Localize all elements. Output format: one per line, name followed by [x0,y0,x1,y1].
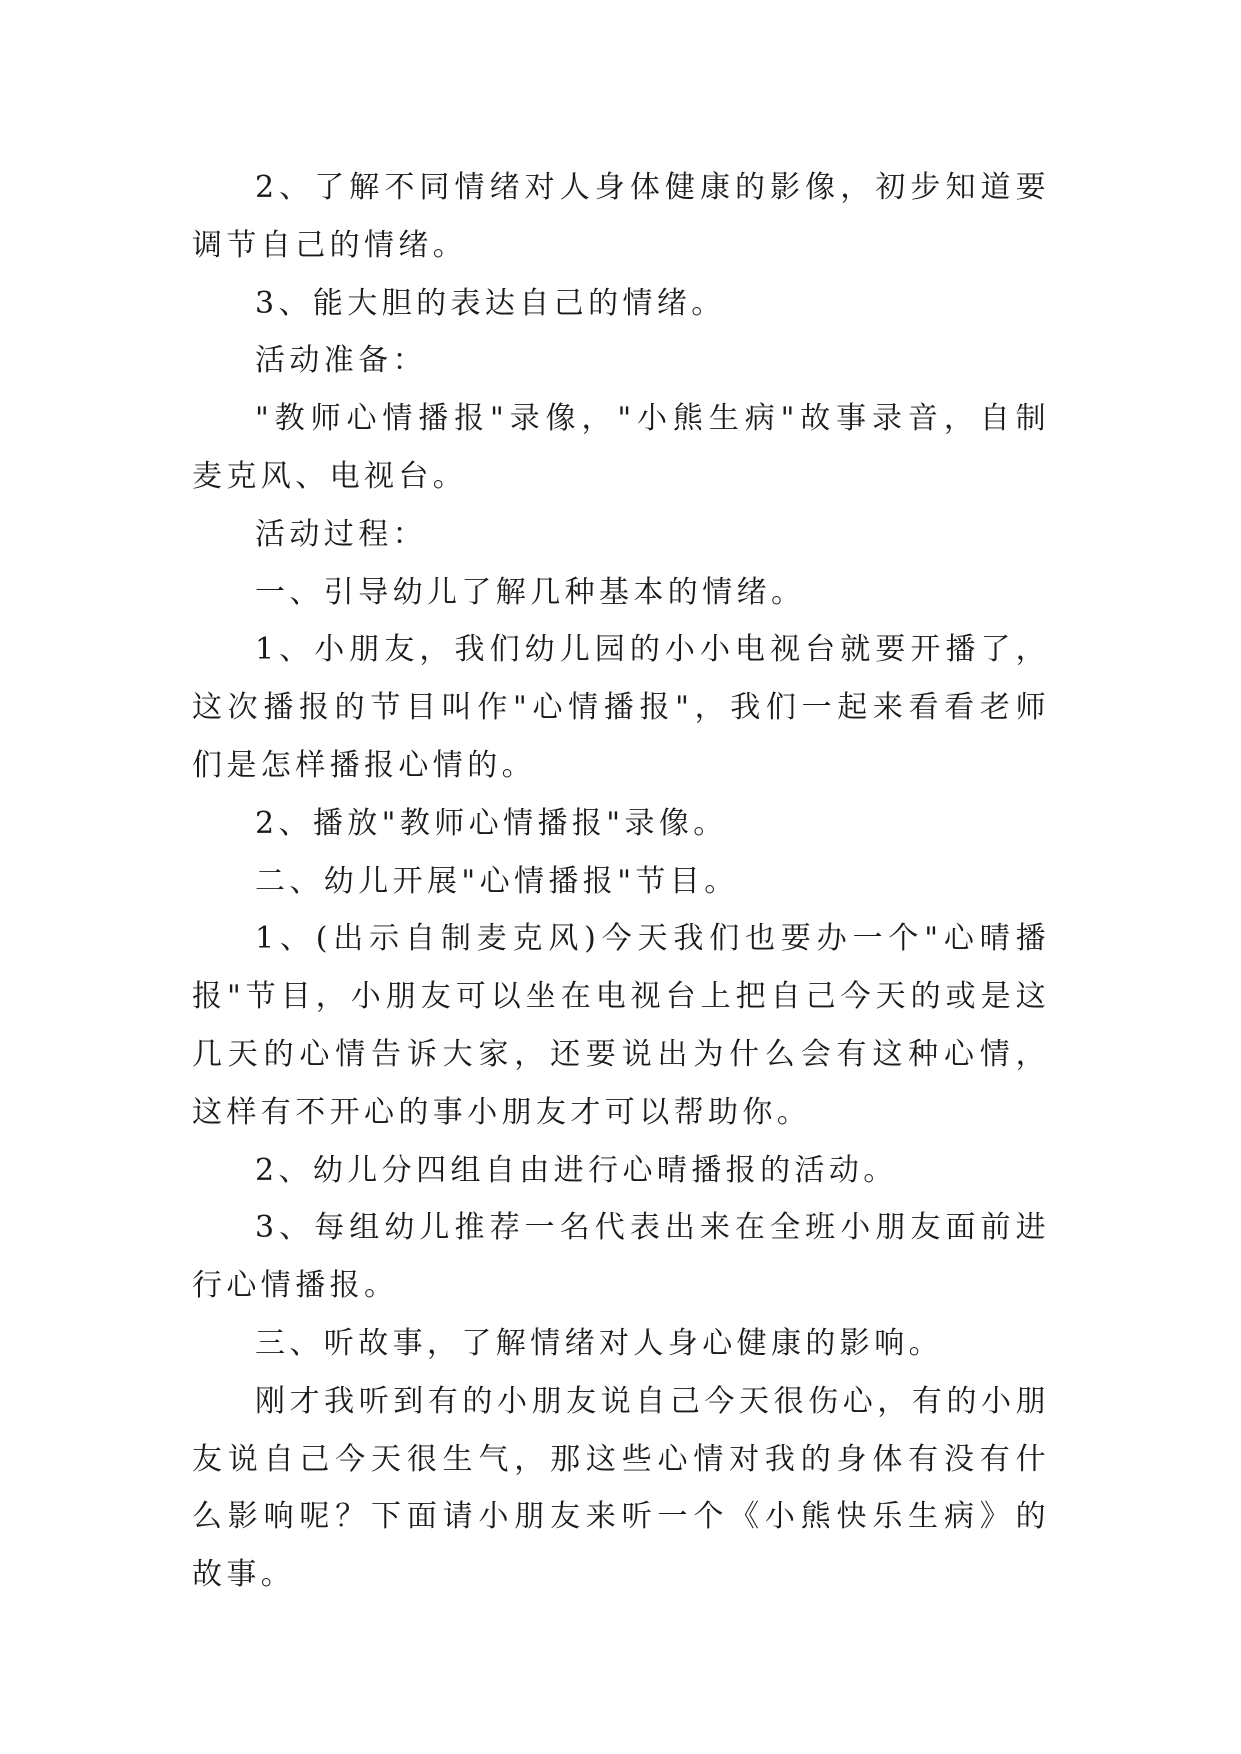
step-one-item-2: 2、播放"教师心情播报"录像。 [255,805,728,841]
step-one-heading: 一、引导幼儿了解几种基本的情绪。 [255,574,806,610]
paragraph-goal-3: 3、能大胆的表达自己的情绪。 [255,285,726,321]
document-body [192,159,1050,1604]
heading-process: 活动过程： [255,516,427,552]
step-one-item-1: 1、小朋友，我们幼儿园的小小电视台就要开播了，这次播报的节目叫作"心情播报"，我们一起来看看老师们是怎样播报心情的。 [192,632,1050,783]
step-two-item-2: 2、幼儿分四组自由进行心晴播报的活动。 [255,1152,898,1188]
step-two-item-1: 1、(出示自制麦克风)今天我们也要办一个"心晴播报"节目，小朋友可以坐在电视台上把自己今天的或是这几天的心情告诉大家，还要说出为什么会有这种心情，这样有不开心的事小朋友才可以帮助你。 [192,921,1050,1130]
step-two-heading: 二、幼儿开展"心情播报"节目。 [255,863,739,899]
paragraph-goal-2: 2、了解不同情绪对人身体健康的影像，初步知道要调节自己的情绪。 [192,170,1050,263]
step-two-item-3: 3、每组幼儿推荐一名代表出来在全班小朋友面前进行心情播报。 [192,1210,1050,1304]
step-three-paragraph: 刚才我听到有的小朋友说自己今天很伤心，有的小朋友说自己今天很生气，那这些心情对我的身体有没有什么影响呢？下面请小朋友来听一个《小熊快乐生病》的故事。 [192,1383,1050,1593]
step-three-heading: 三、听故事，了解情绪对人身心健康的影响。 [255,1325,943,1361]
heading-preparation: 活动准备： [255,343,427,379]
paragraph-materials: "教师心情播报"录像，"小熊生病"故事录音，自制麦克风、电视台。 [192,401,1050,494]
